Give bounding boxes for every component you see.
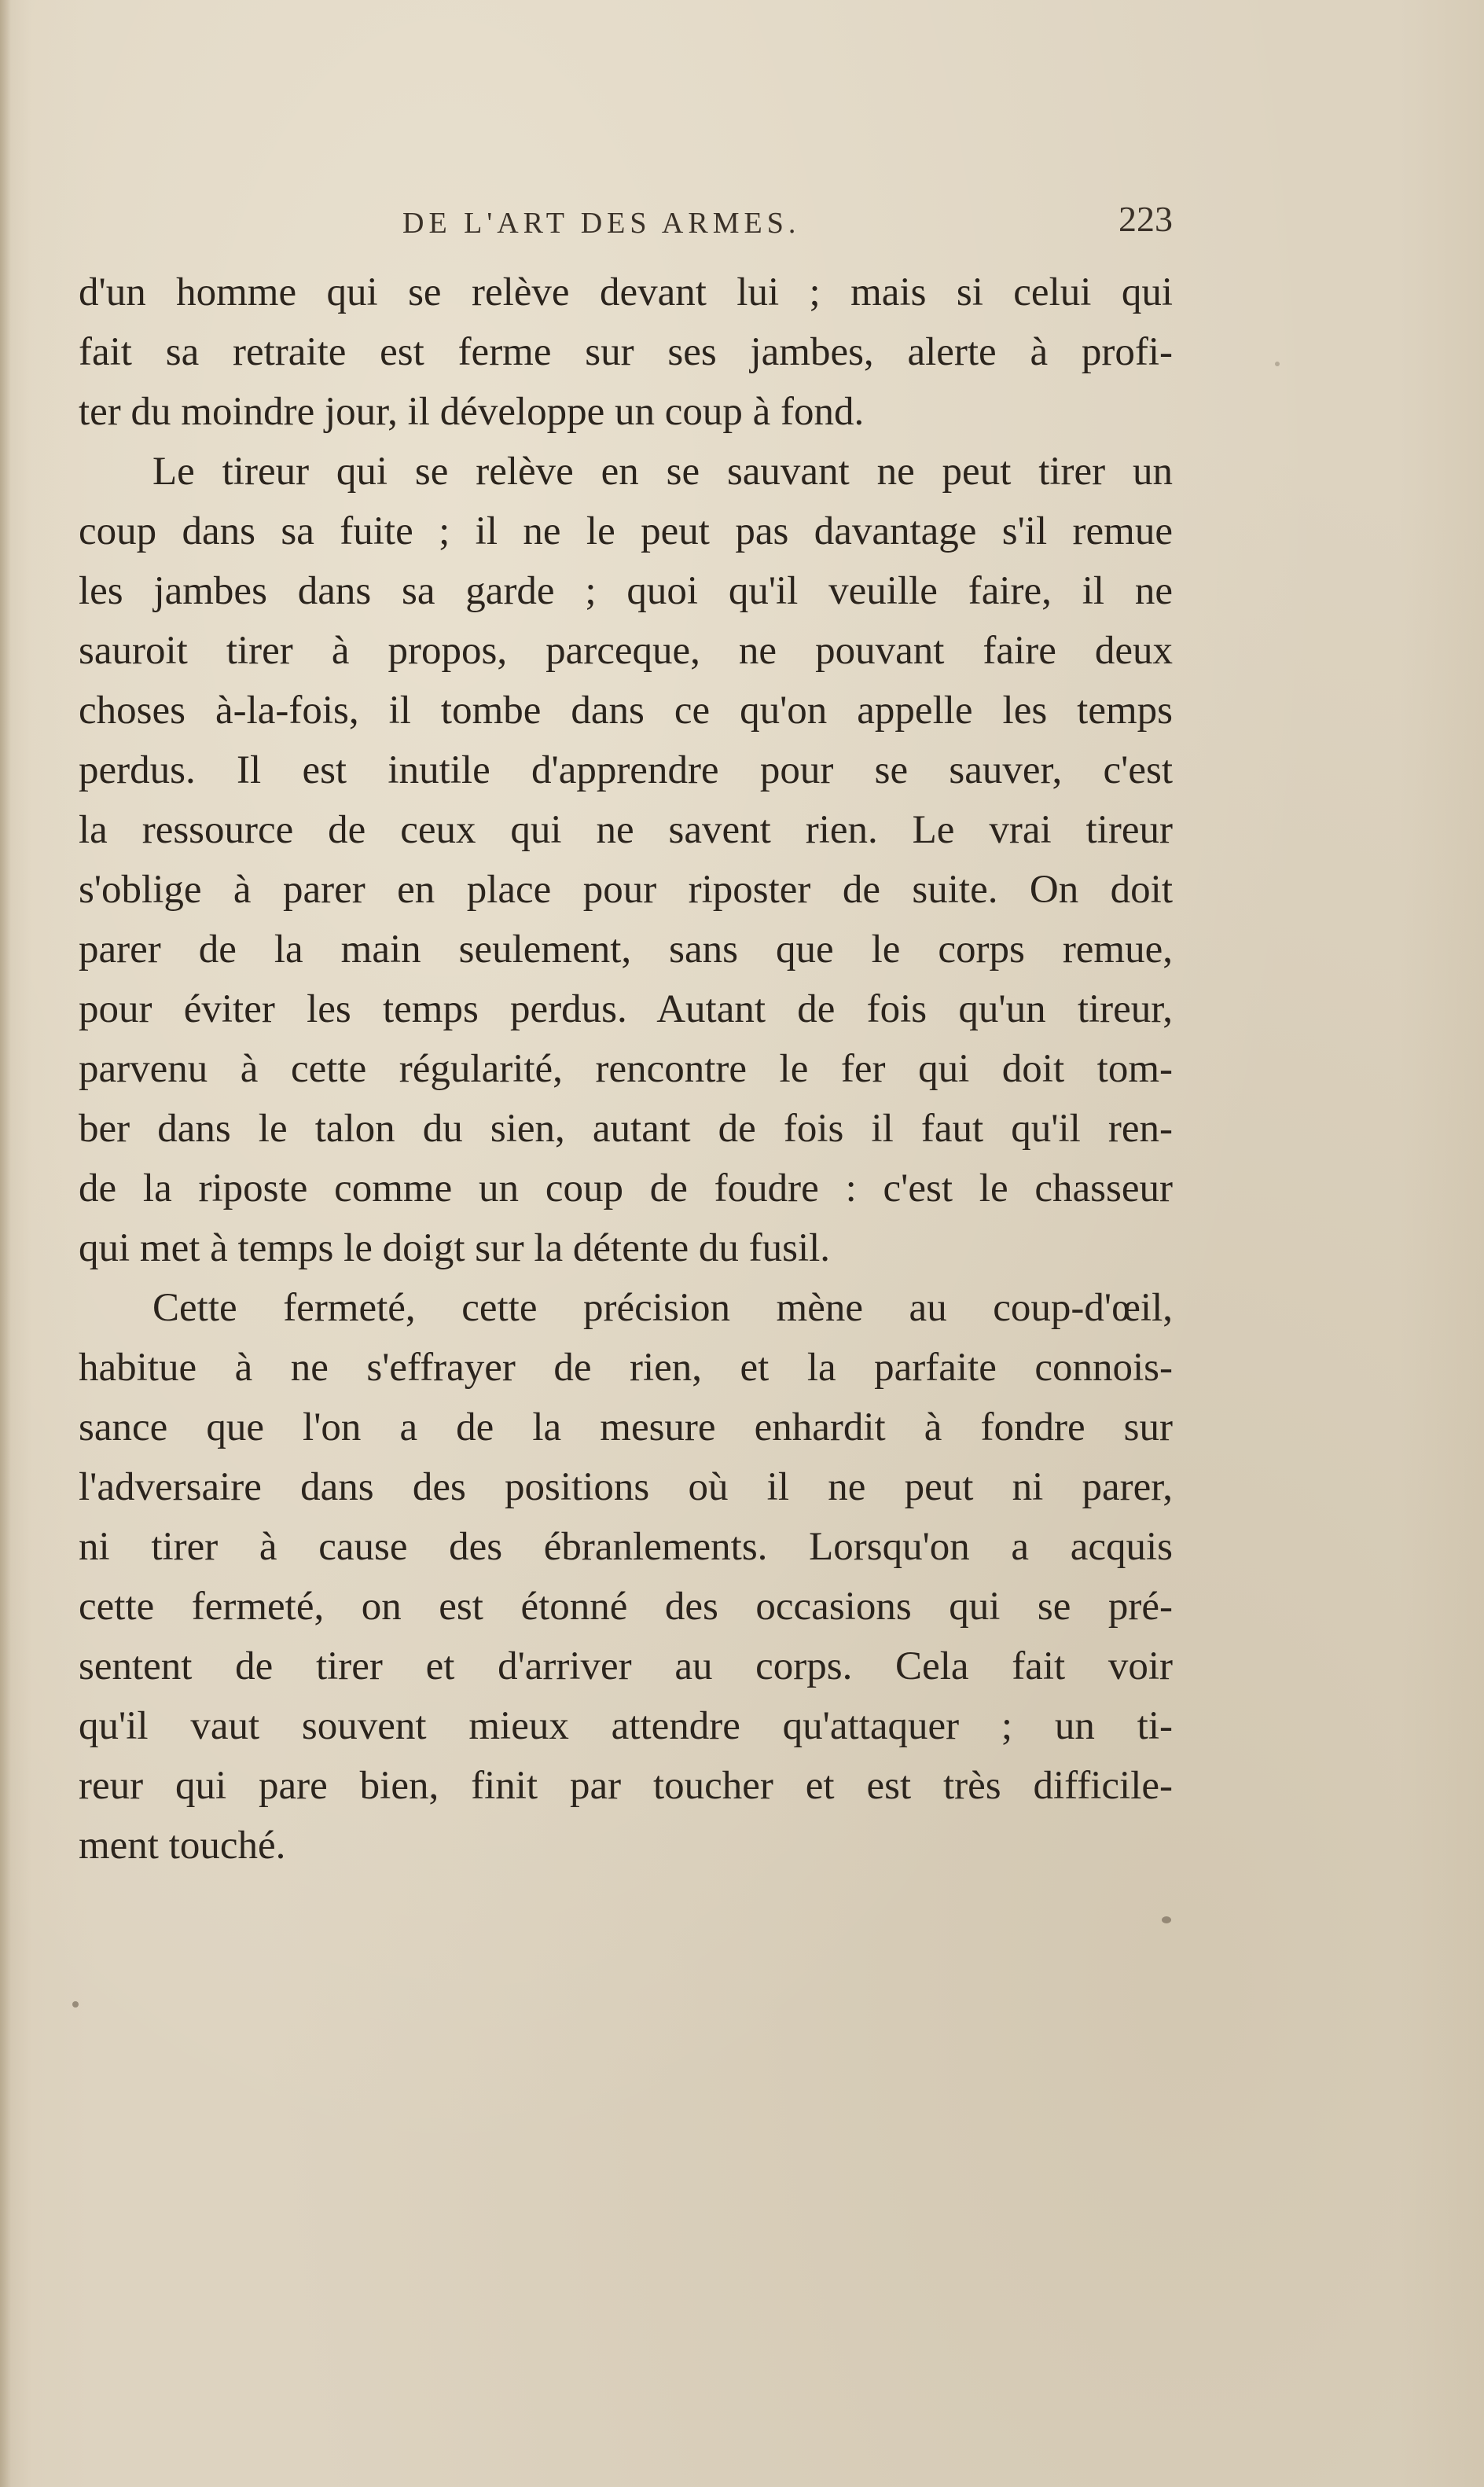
text-line: sauroit tirer à propos, parceque, ne pouvant faire deux — [79, 629, 1173, 673]
running-title: DE L'ART DES ARMES. — [402, 207, 801, 240]
text-line: Le tireur qui se relève en se sauvant ne peut tirer un — [152, 450, 1173, 494]
text-line: fait sa retraite est ferme sur ses jambes, alerte à profi- — [79, 330, 1173, 374]
page-number: 223 — [1119, 199, 1173, 239]
ink-speck — [72, 2001, 79, 2008]
text-line: choses à-la-fois, il tombe dans ce qu'on appelle les temps — [79, 689, 1173, 733]
text-line: habitue à ne s'effrayer de rien, et la parfaite connois- — [79, 1346, 1173, 1390]
text-line: la ressource de ceux qui ne savent rien. Le vrai tireur — [79, 808, 1173, 852]
text-line: ni tirer à cause des ébranlements. Lorsqu'on a acquis — [79, 1525, 1173, 1569]
paragraph-1 — [79, 263, 1173, 442]
page-gutter-shadow — [0, 0, 11, 2487]
running-head — [79, 198, 1173, 253]
body-text — [79, 263, 1173, 1875]
text-line: les jambes dans sa garde ; quoi qu'il veuille faire, il ne — [79, 569, 1173, 613]
text-line: ment touché. — [79, 1824, 286, 1868]
text-line: qui met à temps le doigt sur la détente du fusil. — [79, 1226, 831, 1270]
text-line: sentent de tirer et d'arriver au corps. Cela fait voir — [79, 1644, 1173, 1688]
paragraph-2 — [79, 442, 1173, 1278]
ink-speck — [1162, 1916, 1171, 1923]
text-line: cette fermeté, on est étonné des occasions qui se pré- — [79, 1585, 1173, 1629]
text-line: ber dans le talon du sien, autant de fois il faut qu'il ren- — [79, 1107, 1173, 1151]
text-line: pour éviter les temps perdus. Autant de fois qu'un tireur, — [79, 987, 1173, 1031]
ink-speck — [1275, 362, 1280, 366]
paragraph-3 — [79, 1278, 1173, 1875]
text-line: perdus. Il est inutile d'apprendre pour se sauver, c'est — [79, 748, 1173, 792]
text-line: de la riposte comme un coup de foudre : c'est le chasseur — [79, 1166, 1173, 1210]
text-line: qu'il vaut souvent mieux attendre qu'attaquer ; un ti- — [79, 1704, 1173, 1748]
text-line: reur qui pare bien, finit par toucher et est très difficile- — [79, 1764, 1173, 1808]
text-line: coup dans sa fuite ; il ne le peut pas davantage s'il remue — [79, 509, 1173, 553]
text-line: parer de la main seulement, sans que le corps remue, — [79, 928, 1173, 972]
text-line: s'oblige à parer en place pour riposter de suite. On doit — [79, 868, 1173, 912]
text-line: l'adversaire dans des positions où il ne peut ni parer, — [79, 1465, 1173, 1509]
text-line: parvenu à cette régularité, rencontre le fer qui doit tom- — [79, 1047, 1173, 1091]
text-line: ter du moindre jour, il développe un coup à fond. — [79, 390, 865, 434]
text-line: Cette fermeté, cette précision mène au coup-d'œil, — [152, 1286, 1173, 1330]
text-line: d'un homme qui se relève devant lui ; mais si celui qui — [79, 270, 1173, 314]
text-line: sance que l'on a de la mesure enhardit à fondre sur — [79, 1405, 1173, 1449]
